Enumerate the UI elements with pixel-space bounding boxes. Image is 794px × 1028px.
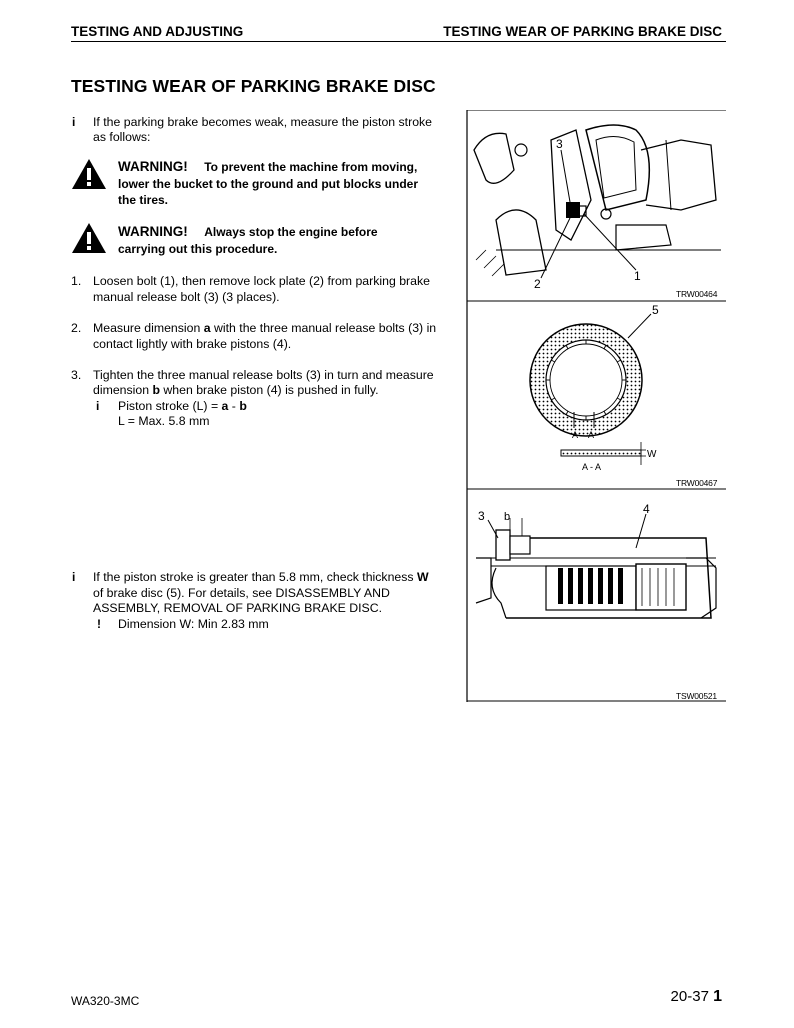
figure-lock-plate-bolt [466, 110, 726, 300]
fig1-caption: TRW00464 [676, 289, 718, 299]
note-marker: i [72, 570, 76, 584]
page-number: 20-37 [670, 988, 709, 1005]
note-line-3: ASSEMBLY, REMOVAL OF PARKING BRAKE DISC. [93, 601, 383, 615]
fig3-label-3: 3 [478, 509, 485, 523]
page-title: TESTING WEAR OF PARKING BRAKE DISC [71, 76, 436, 96]
warning-2-line-1: Always stop the engine before [204, 225, 378, 239]
footer-page [671, 988, 722, 1006]
piston-stroke-limit: L = Max. 5.8 mm [118, 414, 210, 428]
note-line-2: of brake disc (5). For details, see DISASSEMBLY AND [93, 586, 390, 600]
intro-marker: i [72, 115, 76, 129]
figure-brake-disc [466, 300, 726, 488]
fig1-label-1: 1 [634, 269, 641, 283]
page-revision-mark: 1 [713, 988, 722, 1005]
fig3-label-4: 4 [643, 502, 650, 516]
step-3-sub-marker: i [96, 399, 100, 413]
warning-2-line-2: carrying out this procedure. [118, 242, 278, 256]
step-3-line-1: Tighten the three manual release bolts (3) in turn and measure [93, 368, 434, 382]
fig2-label-a-right: A [588, 430, 595, 440]
step-1-number: 1. [71, 274, 82, 288]
warning-2 [118, 223, 453, 257]
note-line-1: If the piston stroke is greater than 5.8 mm, check thickness W [93, 570, 429, 584]
footer-model: WA320-3MC [71, 994, 140, 1008]
running-header-section: TESTING AND ADJUSTING [71, 24, 244, 39]
running-header-topic: TESTING WEAR OF PARKING BRAKE DISC [443, 24, 722, 39]
step-1-line-2: manual release bolt (3) (3 places). [93, 290, 280, 304]
fig3-caption: TSW00521 [676, 691, 717, 701]
fig2-label-a-left: A [572, 430, 579, 440]
intro-line-1: If the parking brake becomes weak, measure the piston stroke [93, 115, 433, 129]
intro-line-2: as follows: [93, 130, 151, 144]
warning-1-head: WARNING! [118, 159, 188, 174]
warning-1-line-1: To prevent the machine from moving, [204, 160, 418, 174]
step-3-line-2: dimension b when brake piston (4) is pushed in fully. [93, 383, 379, 397]
step-1-line-1: Loosen bolt (1), then remove lock plate (2) from parking brake [93, 274, 430, 288]
header-rule [71, 41, 726, 42]
fig3-label-b: b [504, 511, 511, 523]
figure-brake-cross-section [466, 488, 726, 703]
note-sub-marker: ! [97, 617, 101, 631]
step-2-number: 2. [71, 321, 82, 335]
warning-2-head: WARNING! [118, 224, 188, 239]
warning-1 [118, 158, 453, 208]
fig2-label-w: W [647, 449, 657, 460]
warning-1-line-3: the tires. [118, 193, 169, 207]
fig2-label-section: A - A [582, 462, 602, 472]
fig2-label-5: 5 [652, 303, 659, 317]
step-2-line-2: contact lightly with brake pistons (4). [93, 337, 292, 351]
step-2-line-1: Measure dimension a with the three manual release bolts (3) in [93, 321, 437, 335]
step-3-number: 3. [71, 368, 82, 382]
brake-disc-min-dimension: Dimension W: Min 2.83 mm [118, 617, 269, 631]
fig1-label-3: 3 [556, 137, 563, 151]
fig2-caption: TRW00467 [676, 478, 718, 488]
warning-icon [71, 158, 107, 190]
warning-icon [71, 222, 107, 254]
piston-stroke-formula: Piston stroke (L) = a - b [118, 399, 247, 413]
fig1-label-2: 2 [534, 277, 541, 291]
warning-1-line-2: lower the bucket to the ground and put blocks under [118, 177, 419, 191]
